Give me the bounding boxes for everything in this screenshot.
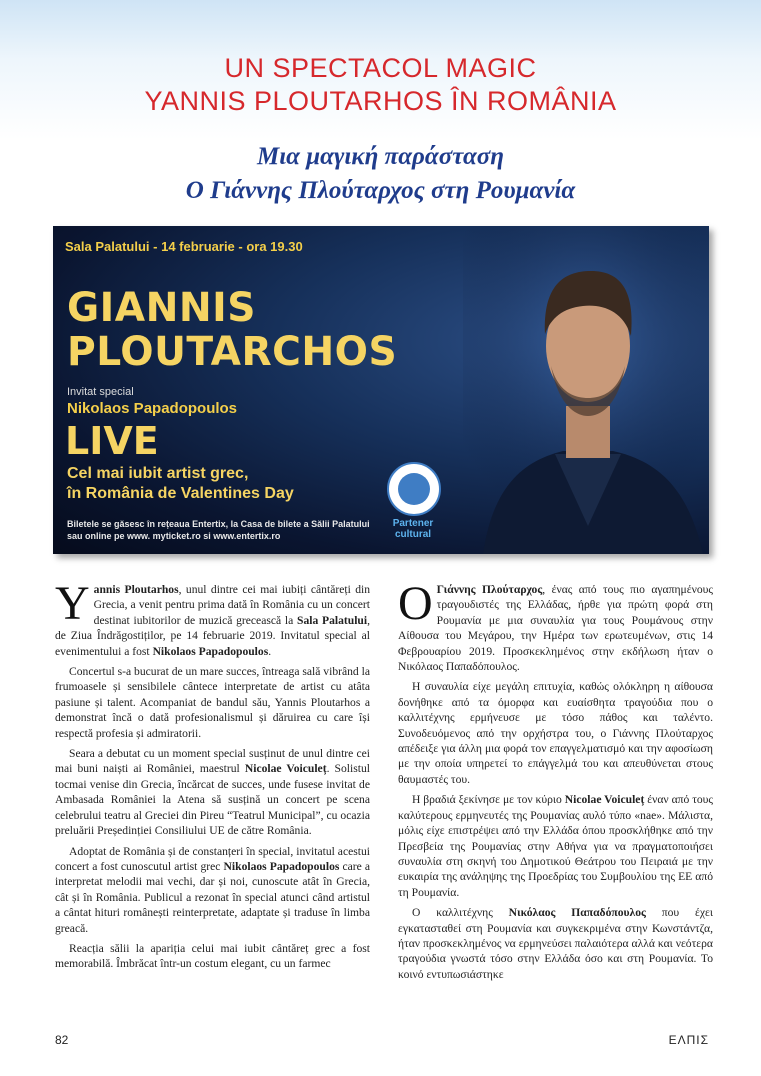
artist-portrait <box>463 226 709 554</box>
romanian-title-line-2: YANNIS PLOUTARHOS ÎN ROMÂNIA <box>144 86 617 116</box>
ro-lead-name: annis Ploutarhos <box>93 583 179 596</box>
gr-p3-text-c: έναν από τους καλύτερους ερμηνευτές της Ρουμανίας αυλό τύπο «nae». Μάλιστα, μόλις είχε επιστρέψει από την Ελλάδα όπου προσκλήθηκε από την Πρεσβεία της Ρουμανίας στην Αθήνα για να πραγματοποιήσει συναυλία στη σκηνή του Δημοτικού Θεάτρου του Πειραιά με την ευκαιρία της ανάληψης της Προεδρίας του Συμβουλίου της ΕΕ από τη Ρουμανία. <box>398 793 714 899</box>
ro-paragraph-3 <box>55 746 370 838</box>
gr-p3-soloist: Nicolae Voiculeț <box>564 793 645 807</box>
ro-p1-text-e: . <box>268 644 272 658</box>
ro-p1-text-c: , de Ziua Îndrăgostiților, pe 14 februarie 2019. Invitatul special al evenimentului a fost <box>55 613 371 658</box>
partner-label-line-2: cultural <box>394 529 432 540</box>
gr-lead-name: Γιάννης Πλούταρχος <box>436 583 543 596</box>
greek-title-line-1: Μια μαγική παράσταση <box>257 143 504 170</box>
romanian-title <box>0 52 761 118</box>
ro-p1-venue: Sala Palatului <box>297 613 368 627</box>
artist-name <box>67 286 397 374</box>
romanian-article-column <box>55 577 371 977</box>
gr-paragraph-3 <box>398 792 713 900</box>
gr-paragraph-4 <box>398 905 713 982</box>
romanian-title-line-1: UN SPECTACOL MAGIC <box>224 53 537 83</box>
tagline-line-2: în România de Valentines Day <box>67 485 294 502</box>
gr-paragraph-2: Η συναυλία είχε μεγάλη επιτυχία, καθώς ολόκληρη η αίθουσα δονήθηκε από τα όμορφα και ευαίσθητα τραγούδια που ο καλλιτέχνης ερμήνευσε με τόσο πάθος και ταλέντο. Συνοδευόμενος από την ορχήστρα του, ο Γιάννης Πλούταρχος απέδειξε για άλλη μια φορά τον επαγγελματισμό και την αφοσίωση με την οποία υπηρετεί το επάγγελμά του και απευθύνεται στους θαυμαστές του. <box>398 680 713 786</box>
partner-label <box>383 518 443 540</box>
partner-label-line-1: Partener <box>392 518 434 529</box>
partner-logo-icon <box>387 462 441 516</box>
ticket-info-line-2: sau online pe www. myticket.ro si www.entertix.ro <box>67 531 281 541</box>
live-label: LIVE <box>65 419 159 463</box>
special-guest-name: Nikolaos Papadopoulos <box>67 400 238 417</box>
ro-paragraph-2: Concertul s-a bucurat de un mare succes, întreaga sală vibrând la frumoasele și sensibilele cântece interpretate de artist cu atâta pasiune și talent. Acompaniat de bandul său, Yannis Ploutarhos a demonstrat încă o dată profesionalismul și dăruirea cu care își respectă profesia și admiratorii. <box>55 665 370 740</box>
special-guest-label: Invitat special <box>67 386 134 398</box>
gr-p4-guest: Νικόλαος Παπαδόπουλος <box>508 906 646 920</box>
ticket-info <box>67 518 370 542</box>
tagline-line-1: Cel mai iubit artist grec, <box>67 465 249 482</box>
gr-paragraph-1 <box>398 577 713 674</box>
ro-p3-text-a: Seara a debutat cu un moment special susținut de unul dintre cei mai buni naiști ai României, maestrul <box>55 747 370 776</box>
greek-title <box>0 140 761 208</box>
artist-name-line-1: GIANNIS <box>67 285 256 331</box>
ro-paragraph-5: Reacția sălii la apariția celui mai iubit cântăreț grec a fost memorabilă. Îmbrăcat într-un costum elegant, cu un farmec <box>55 941 370 971</box>
ro-drop-cap: Y <box>55 577 90 630</box>
ro-p4-text-c: care a interpretat melodii mai vechi, dar și noi, cunoscute atât în Grecia, cât și în România. Publicul a rezonat în special atunci când artistul a cântat hituri românești reinterpretate, adaptate și traduse în limba greacă. <box>55 859 370 935</box>
ro-p3-text-c: . Solistul tocmai venise din Grecia, încărcat de succes, unde fusese invitat de Ambasada României la Atena să susțină un concert pe scena celebrului teatru al Greciei din Pireu “Teatrul Municipal”, cu ocazia preluării Președinției Consiliului UE de către România. <box>55 762 370 838</box>
concert-poster <box>53 226 709 554</box>
gr-p1-text-a: , ένας από τους πιο αγαπημένους τραγουδιστές της Ελλάδας, ήρθε για πρώτη φορά στη Ρουμανία με μια συναυλία για τους Ρουμάνους στην Αίθουσα του Μεγάρου, την Ημέρα των ερωτευμένων, στις 14 Φεβρουαρίου 2019. Προσκεκλημένος στην εκδήλωση ήταν ο Νικόλαος Παπαδόπουλος. <box>398 583 713 674</box>
gr-p3-text-a: Η βραδιά ξεκίνησε με τον κύριο <box>412 793 565 807</box>
event-date: Sala Palatului - 14 februarie - ora 19.30 <box>65 239 303 254</box>
gr-drop-cap: Ο <box>398 577 433 630</box>
artist-name-line-2: PLOUTARCHOS <box>67 329 398 375</box>
magazine-name: ΕΛΠΙΣ <box>668 1033 709 1047</box>
poster-tagline <box>67 464 294 504</box>
ro-paragraph-4 <box>55 844 370 936</box>
greek-title-line-2: Ο Γιάννης Πλούταρχος στη Ρουμανία <box>185 177 576 204</box>
ro-p1-guest: Nikolaos Papadopoulos <box>152 644 269 658</box>
ro-paragraph-1 <box>55 577 371 659</box>
page-number: 82 <box>55 1033 69 1047</box>
ro-p3-soloist: Nicolae Voiculeț <box>244 762 327 776</box>
ro-p4-guest: Nikolaos Papadopoulos <box>223 859 340 873</box>
gr-p4-text-c: που έχει εγκατασταθεί στη Ρουμανία και συγκεκριμένα στην Κωνστάντζα, ήταν προσκεκλημένος να ερμηνεύσει παλαιότερα αλλά και νεότερα τραγούδια γνωστά τόσο στην Ελλάδα όσο και στη Ρουμανία. Το κοινό εντυπωσιάστηκε <box>398 906 713 981</box>
ticket-info-line-1: Biletele se găsesc în rețeaua Entertix, la Casa de bilete a Sălii Palatului <box>67 519 370 529</box>
gr-p4-text-a: Ο καλλιτέχνης <box>412 906 509 920</box>
greek-article-column <box>398 577 714 987</box>
ro-p4-text-a: Adoptat de România și de constanțeri în special, invitatul acestui concert a fost cunoscutul artist grec <box>55 844 370 873</box>
ro-p1-text-a: , unul dintre cei mai iubiți cântăreți din Grecia, a venit pentru prima dată în România cu un concert destinat iubitorilor de muzică grecească la <box>93 583 371 627</box>
